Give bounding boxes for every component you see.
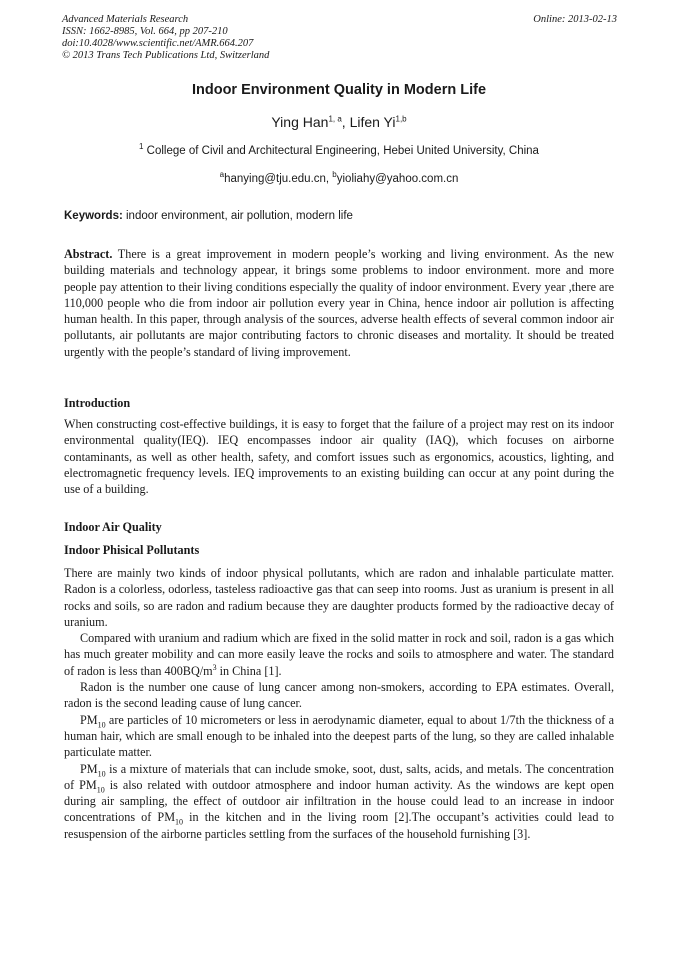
paper-title: Indoor Environment Quality in Modern Life: [191, 82, 487, 98]
affiliation-marker: 1: [139, 142, 144, 152]
online-date: Online: 2013-02-13: [533, 14, 617, 25]
introduction-heading: Introduction: [64, 396, 131, 410]
abstract-text: There is a great improvement in modern people’s working and living environment. As the new building materials and technology appear, it brings some problems to indoor environment. more and more people pay attention to their living conditions especially the quality of indoor environment. Every year ,there are 110,000 people who die from indoor air pollution every year in China, hence indoor air pollution is affecting human health. In this paper, through analysis of the sources, adverse health effects of several common indoor air pollutants, air pollutants are major contributing factors to chronic diseases and mortality. It should be treated urgently with the people’s standard of living improvement.: [64, 247, 614, 359]
journal-header: [62, 14, 617, 62]
author-line: [0, 114, 678, 130]
author-1-affil: 1, a: [328, 114, 342, 124]
cubic-superscript: 3: [212, 662, 217, 672]
email-b[interactable]: yioliahy@yahoo.com.cn: [336, 173, 459, 185]
pm-term: PM: [79, 777, 97, 792]
copyright-line: © 2013 Trans Tech Publications Ltd, Switzerland: [62, 50, 270, 61]
pm-subscript: 10: [97, 720, 106, 730]
affiliation-text: College of Civil and Architectural Engineering, Hebei United University, China: [143, 145, 539, 157]
paragraph-radon-cancer: Radon is the number one cause of lung cancer among non-smokers, according to EPA estimates. Overall, radon is the second leading cause of lung cancer.: [64, 680, 614, 711]
author-2-affil: 1,b: [395, 114, 407, 124]
keywords-label: Keywords:: [64, 210, 123, 222]
email-b-marker: b: [332, 170, 337, 180]
pm-term: PM: [80, 761, 98, 776]
pm-term: PM: [157, 810, 176, 825]
keywords-text: indoor environment, air pollution, modern life: [122, 210, 353, 222]
pm-subscript: 10: [96, 785, 105, 795]
paragraph-radon-intro: There are mainly two kinds of indoor physical pollutants, which are radon and inhalable particulate matter. Radon is a colorless, odorless, tasteless radioactive gas that can seep into rooms. Just as uranium is present in all rocks and soils, so are radon and radium because they are daughter products formed by the radioactive decay of uranium.: [64, 566, 614, 629]
paragraph-radon-mobility: [64, 630, 614, 679]
email-line: [0, 170, 678, 185]
pm-subscript: 10: [97, 769, 106, 778]
email-a[interactable]: hanying@tju.edu.cn,: [224, 173, 333, 185]
abstract-label: Abstract.: [64, 247, 113, 261]
iaq-heading: Indoor Air Quality: [64, 520, 162, 534]
pm10-definition-text: are particles of 10 micrometers or less in aerodynamic diameter, equal to about 1/7th the thickness of a human hair, which are small enough to be inhaled into the deepest parts of the lung, so they are called inhalable particulate matter.: [64, 712, 614, 760]
radon-standard-ref: in China [1].: [216, 663, 282, 678]
abstract: [64, 246, 614, 360]
paragraph-pm10-definition: [64, 712, 614, 761]
radon-mobility-text: Compared with uranium and radium which are fixed in the solid matter in rock and soil, radon is a gas which has much greater mobility and can more easily leave the rocks and soils to atmosphere and water. The standard of radon is less than 400BQ/m: [64, 631, 614, 678]
pm-term: PM: [80, 712, 98, 727]
journal-name: Advanced Materials Research: [62, 14, 189, 25]
pm-subscript: 10: [175, 817, 184, 827]
pm10-mixture-text-a: is a mixture of materials that can include smoke, soot, dust, salts, acids, and metals. The concentration of: [64, 761, 614, 792]
introduction-text: When constructing cost-effective buildings, it is easy to forget that the failure of a project may rest on its indoor environmental quality(IEQ). IEQ encompasses indoor air quality (IAQ), which focuses on airborne contaminants, as well as other health, safety, and comfort issues such as ergonomics, acoustics, lighting, and electromagnetic frequency levels. IEQ improvements to an existing building can occur at any point during the use of a building.: [64, 417, 614, 497]
paragraph-pm10-mixture: [64, 761, 614, 842]
doi-line: doi:10.4028/www.scientific.net/AMR.664.207: [62, 38, 254, 49]
physical-pollutants-heading: Indoor Phisical Pollutants: [64, 543, 200, 557]
affiliation: [0, 142, 678, 157]
author-1: Ying Han: [271, 114, 329, 130]
author-separator: ,: [341, 114, 350, 130]
pm10-mixture-text-c: in the kitchen and in the living room [2].The occupant’s activities could lead to resuspension of the airborne particles settling from the surfaces of the household furnishing [3].: [64, 810, 615, 841]
author-2: Lifen Yi: [349, 114, 396, 130]
pm10-mixture-text-b: is also related with outdoor atmosphere and indoor human activity. As the windows are kept open during air sampling, the effect of outdoor air infiltration in the house could lead to an increase in indoor concentrations of: [64, 777, 615, 825]
email-a-marker: a: [219, 170, 225, 180]
keywords: [64, 210, 616, 222]
physical-pollutants-section: [64, 565, 614, 842]
issn-line: ISSN: 1662-8985, Vol. 664, pp 207-210: [62, 26, 228, 37]
